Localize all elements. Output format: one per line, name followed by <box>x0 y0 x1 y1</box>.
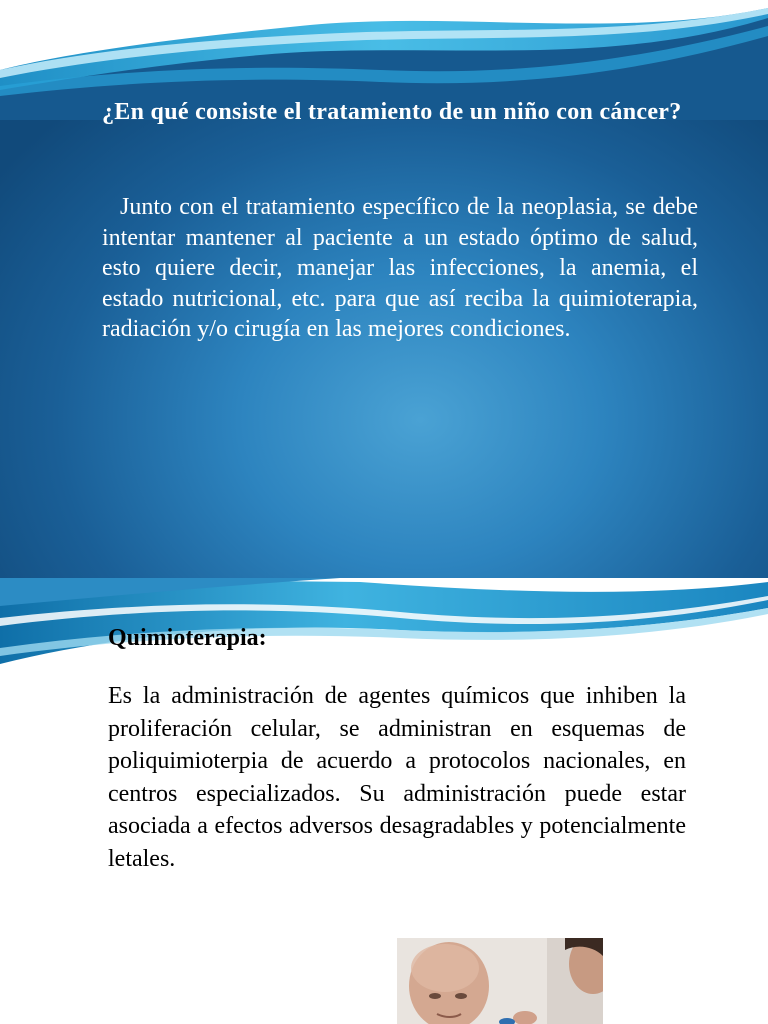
child-patient-photo <box>397 938 603 1024</box>
slide-heading: Quimioterapia: <box>108 625 267 651</box>
slide-chemotherapy <box>0 578 768 1024</box>
slide-body-text: Junto con el tratamiento específico de la neoplasia, se debe intentar mantener al paciente a un estado óptimo de salud, esto quiere decir, manejar las infecciones, la anemia, el estado nutricional, etc. para que así reciba la quimioterapia, radiación y/o cirugía en las mejores condiciones. <box>102 194 698 342</box>
slide-body-text: Es la administración de agentes químicos que inhiben la proliferación celular, se administran en esquemas de poliquimioterpia de acuerdo a protocolos nacionales, en centros especializados. Su administración puede estar asociada a efectos adversos desagradables y potencialmente letales. <box>108 683 686 872</box>
slide-title: ¿En qué consiste el tratamiento de un niño con cáncer? <box>102 99 682 125</box>
